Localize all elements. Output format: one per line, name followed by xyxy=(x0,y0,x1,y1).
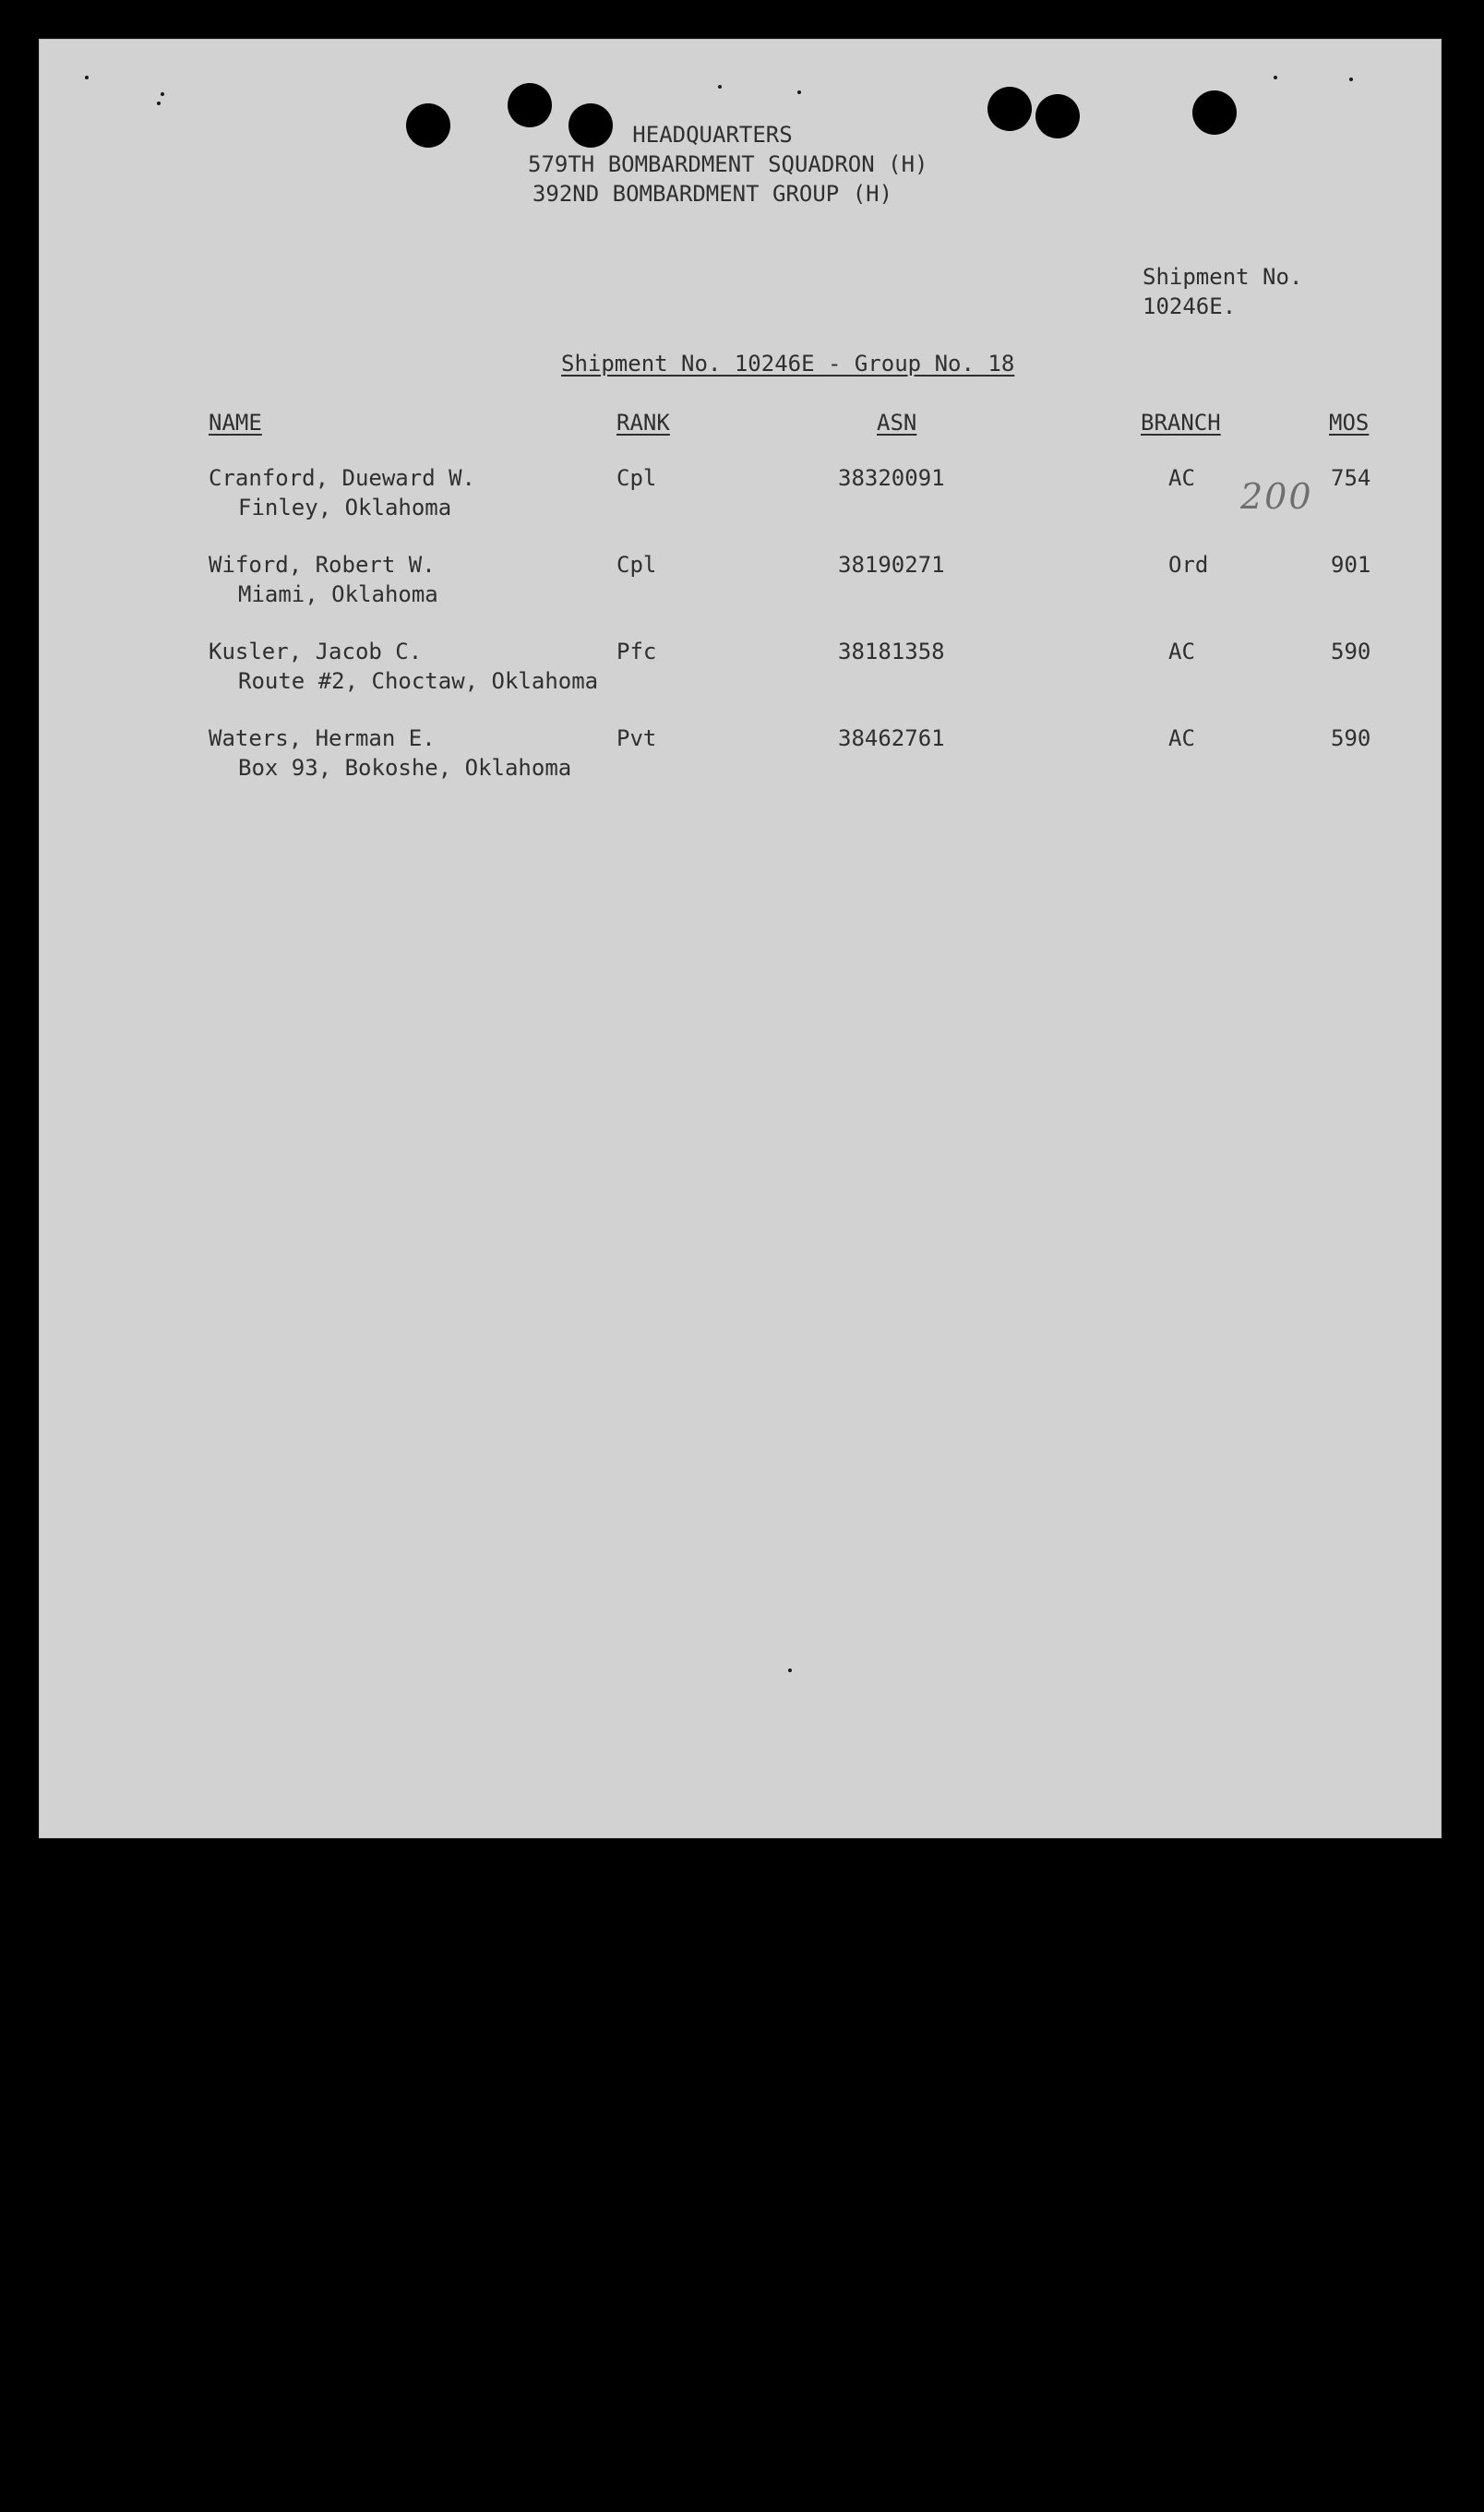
column-header-rank: RANK xyxy=(616,410,670,436)
punch-hole xyxy=(406,103,450,148)
speck xyxy=(718,85,722,89)
row-3-rank: Pfc xyxy=(616,639,657,664)
row-4-asn: 38462761 xyxy=(838,725,945,751)
header-line-1: HEADQUARTERS xyxy=(632,122,793,148)
header-line-2: 579TH BOMBARDMENT SQUADRON (H) xyxy=(528,151,928,177)
header-line-3: 392ND BOMBARDMENT GROUP (H) xyxy=(532,181,893,207)
document-page xyxy=(39,39,1442,1838)
row-2-branch: Ord xyxy=(1168,552,1209,578)
row-3-branch: AC xyxy=(1168,639,1195,664)
row-3-asn: 38181358 xyxy=(838,639,945,664)
column-header-asn: ASN xyxy=(877,410,917,436)
row-4-branch: AC xyxy=(1168,725,1195,751)
speck xyxy=(788,1669,792,1672)
punch-hole xyxy=(1192,90,1237,135)
row-3-name: Kusler, Jacob C. xyxy=(209,639,423,664)
row-3-address: Route #2, Choctaw, Oklahoma xyxy=(238,668,599,694)
row-2-address: Miami, Oklahoma xyxy=(238,581,438,607)
row-1-rank: Cpl xyxy=(616,465,657,491)
speck xyxy=(161,92,164,96)
speck xyxy=(1274,76,1277,79)
row-2-mos: 901 xyxy=(1331,552,1371,578)
speck xyxy=(85,76,89,79)
row-2-name: Wiford, Robert W. xyxy=(209,552,436,578)
row-2-rank: Cpl xyxy=(616,552,657,578)
row-1-mos: 754 xyxy=(1331,465,1371,491)
shipment-corner-line-1: Shipment No. xyxy=(1143,264,1303,290)
row-1-asn: 38320091 xyxy=(838,465,945,491)
row-4-name: Waters, Herman E. xyxy=(209,725,436,751)
row-4-rank: Pvt xyxy=(616,725,657,751)
speck xyxy=(1349,78,1353,81)
column-header-branch: BRANCH xyxy=(1141,410,1221,436)
column-header-name: NAME xyxy=(209,410,262,436)
punch-hole xyxy=(987,87,1032,131)
shipment-corner-line-2: 10246E. xyxy=(1143,293,1237,319)
row-1-address: Finley, Oklahoma xyxy=(238,495,452,520)
row-4-mos: 590 xyxy=(1331,725,1371,751)
handwritten-page-number: 200 xyxy=(1240,476,1313,517)
punch-hole xyxy=(1035,94,1080,138)
row-1-name: Cranford, Dueward W. xyxy=(209,465,475,491)
shipment-group-subtitle: Shipment No. 10246E - Group No. 18 xyxy=(561,351,1015,377)
row-1-branch: AC xyxy=(1168,465,1195,491)
column-header-mos: MOS xyxy=(1329,410,1370,436)
speck xyxy=(797,90,801,94)
row-2-asn: 38190271 xyxy=(838,552,945,578)
speck xyxy=(157,102,161,105)
row-3-mos: 590 xyxy=(1331,639,1371,664)
row-4-address: Box 93, Bokoshe, Oklahoma xyxy=(238,755,572,781)
